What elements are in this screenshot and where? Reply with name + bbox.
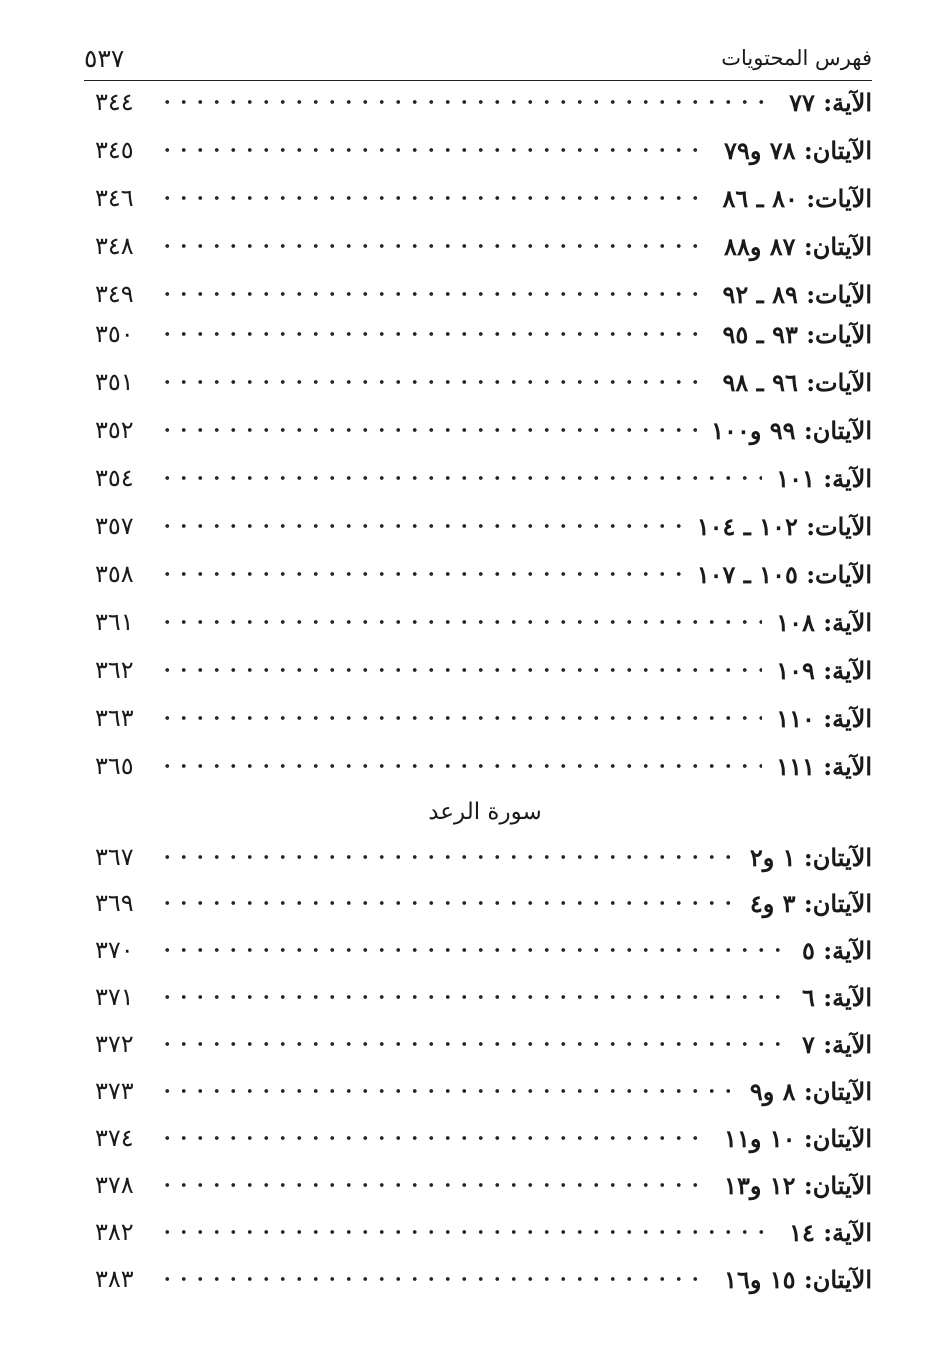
entry-page: ٣٧١ [95, 983, 134, 1011]
leader-dots [159, 368, 709, 396]
entry-label: الآيتان: ٨ و٩ [749, 1076, 872, 1106]
toc-entry [95, 554, 872, 594]
leader-dots [159, 656, 762, 684]
toc-entry [95, 130, 872, 170]
toc-entry [95, 506, 872, 546]
toc-entry [95, 1212, 872, 1252]
entry-page: ٣٥٧ [95, 512, 134, 540]
toc-entry [95, 746, 872, 786]
entry-page: ٣٤٨ [95, 232, 134, 260]
entry-page: ٣٦٢ [95, 656, 134, 684]
toc-entry [95, 1024, 872, 1064]
leader-dots [159, 1218, 775, 1246]
entry-page: ٣٥١ [95, 368, 134, 396]
entry-label: الآيات: ٩٦ ـ ٩٨ [722, 367, 872, 397]
leader-dots [159, 512, 683, 540]
section-heading: سورة الرعد [428, 799, 542, 825]
entry-label: الآيتان: ١٥ و١٦ [724, 1264, 872, 1294]
entry-label: الآية: ٧ [801, 1029, 872, 1059]
page-number: ٥٣٧ [84, 43, 125, 73]
leader-dots [159, 560, 683, 588]
entry-page: ٣٧٣ [95, 1077, 134, 1105]
toc-entry [95, 1259, 872, 1299]
entry-page: ٣٦٣ [95, 704, 134, 732]
toc-entry [95, 1071, 872, 1111]
entry-page: ٣٦٥ [95, 752, 134, 780]
entry-page: ٣٦٧ [95, 843, 134, 871]
entry-label: الآيتان: ٣ و٤ [749, 888, 872, 918]
leader-dots [159, 1171, 710, 1199]
toc-entry [95, 82, 872, 122]
leader-dots [159, 320, 709, 348]
entry-page: ٣٧٤ [95, 1124, 134, 1152]
toc-entry [95, 930, 872, 970]
entry-label: الآية: ١٤ [789, 1217, 872, 1247]
leader-dots [159, 704, 762, 732]
toc-entry [95, 602, 872, 642]
leader-dots [159, 232, 710, 260]
entry-page: ٣٨٣ [95, 1265, 134, 1293]
page-header [84, 36, 872, 81]
entry-label: الآيات: ٨٩ ـ ٩٢ [722, 279, 872, 309]
leader-dots [159, 752, 762, 780]
entry-label: الآيات: ٩٣ ـ ٩٥ [722, 319, 872, 349]
entry-label: الآية: ١١٠ [776, 703, 872, 733]
entry-label: الآيتان: ١٠ و١١ [724, 1123, 872, 1153]
entry-label: الآيات: ١٠٢ ـ ١٠٤ [696, 511, 872, 541]
entry-page: ٣٥٢ [95, 416, 134, 444]
entry-page: ٣٤٩ [95, 280, 134, 308]
entry-label: الآية: ١٠٨ [776, 607, 872, 637]
entry-label: الآيتان: ١٢ و١٣ [724, 1170, 872, 1200]
toc-entry [95, 362, 872, 402]
entry-label: الآية: ١٠٩ [776, 655, 872, 685]
entry-label: الآية: ٥ [801, 935, 872, 965]
header-title: فهرس المحتويات [721, 46, 872, 70]
entry-label: الآيتان: ٧٨ و٧٩ [724, 135, 872, 165]
entry-label: الآية: ١٠١ [776, 463, 872, 493]
toc-entry [95, 1118, 872, 1158]
leader-dots [159, 1030, 788, 1058]
entry-label: الآيتان: ٨٧ و٨٨ [724, 231, 872, 261]
leader-dots [159, 184, 709, 212]
leader-dots [159, 983, 788, 1011]
toc-entry [95, 1165, 872, 1205]
entry-page: ٣٦٩ [95, 889, 134, 917]
toc-entry [95, 698, 872, 738]
entry-page: ٣٨٢ [95, 1218, 134, 1246]
toc-entry [95, 410, 872, 450]
entry-page: ٣٥٨ [95, 560, 134, 588]
entry-label: الآية: ١١١ [776, 751, 872, 781]
leader-dots [159, 88, 775, 116]
leader-dots [159, 464, 762, 492]
toc-entry [95, 226, 872, 266]
entry-label: الآية: ٧٧ [789, 87, 872, 117]
toc-entry [95, 274, 872, 314]
toc-entry [95, 650, 872, 690]
toc-entry [95, 837, 872, 877]
entry-label: الآيات: ١٠٥ ـ ١٠٧ [696, 559, 872, 589]
entry-page: ٣٤٥ [95, 136, 134, 164]
leader-dots [159, 843, 736, 871]
toc-entry [95, 883, 872, 923]
entry-page: ٣٧٢ [95, 1030, 134, 1058]
entry-page: ٣٥٠ [95, 320, 134, 348]
leader-dots [159, 136, 710, 164]
toc-entry [95, 977, 872, 1017]
leader-dots [159, 889, 736, 917]
leader-dots [159, 1124, 710, 1152]
toc-entry [95, 458, 872, 498]
entry-label: الآيات: ٨٠ ـ ٨٦ [722, 183, 872, 213]
entry-page: ٣٤٤ [95, 88, 134, 116]
toc-entry [95, 178, 872, 218]
entry-page: ٣٦١ [95, 608, 134, 636]
entry-page: ٣٧٠ [95, 936, 134, 964]
leader-dots [159, 1077, 736, 1105]
leader-dots [159, 936, 788, 964]
entry-label: الآيتان: ٩٩ و١٠٠ [711, 415, 872, 445]
leader-dots [159, 280, 709, 308]
entry-page: ٣٧٨ [95, 1171, 134, 1199]
leader-dots [159, 1265, 710, 1293]
entry-label: الآية: ٦ [801, 982, 872, 1012]
entry-label: الآيتان: ١ و٢ [749, 842, 872, 872]
leader-dots [159, 416, 697, 444]
entry-page: ٣٤٦ [95, 184, 134, 212]
toc-entry [95, 314, 872, 354]
leader-dots [159, 608, 762, 636]
entry-page: ٣٥٤ [95, 464, 134, 492]
